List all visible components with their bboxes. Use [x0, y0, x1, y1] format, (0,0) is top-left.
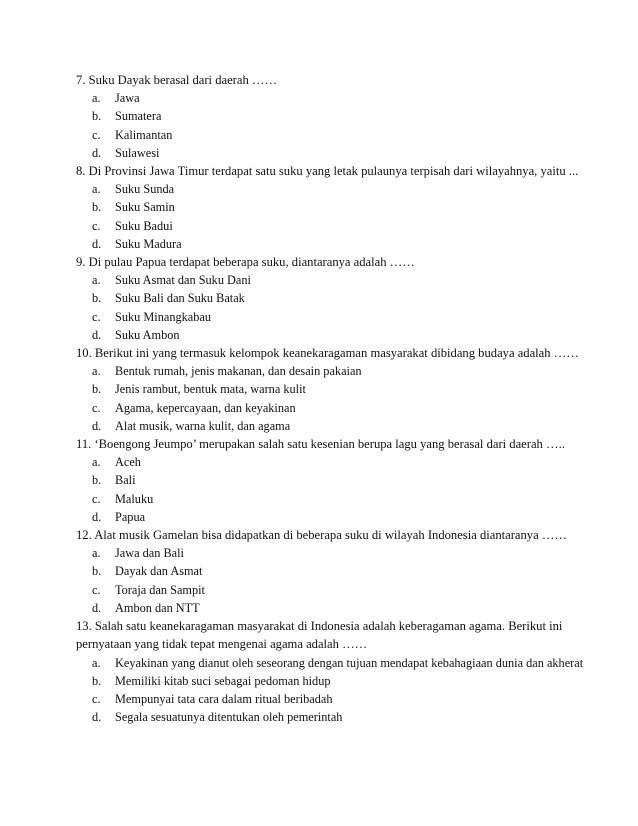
- option-letter: b.: [92, 382, 102, 397]
- option-letter: c.: [92, 582, 101, 597]
- option-c: [92, 581, 596, 599]
- option-d: [92, 708, 596, 726]
- option-text: Jenis rambut, bentuk mata, warna kulit: [115, 382, 306, 397]
- option-c: [92, 126, 596, 144]
- question-10: [76, 344, 596, 435]
- option-b: [92, 198, 596, 216]
- option-c: [92, 308, 596, 326]
- option-text: Suku Samin: [115, 200, 175, 215]
- option-letter: a.: [92, 546, 101, 561]
- option-c: [92, 490, 596, 508]
- option-a: [92, 362, 596, 380]
- question-12: [76, 526, 596, 617]
- option-letter: b.: [92, 291, 102, 306]
- question-text: 10. Berikut ini yang termasuk kelompok keanekaragaman masyarakat dibidang budaya adalah ……: [76, 346, 579, 361]
- question-list: [76, 71, 596, 726]
- option-letter: d.: [92, 600, 102, 615]
- option-text: Kalimantan: [115, 127, 173, 142]
- option-text: Sulawesi: [115, 145, 160, 160]
- option-d: [92, 326, 596, 344]
- option-d: [92, 235, 596, 253]
- option-d: [92, 599, 596, 617]
- option-text: Agama, kepercayaan, dan keyakinan: [115, 400, 296, 415]
- option-letter: b.: [92, 564, 102, 579]
- option-letter: a.: [92, 182, 101, 197]
- question-text: 12. Alat musik Gamelan bisa didapatkan di beberapa suku di wilayah Indonesia diantaranya ……: [76, 528, 568, 543]
- option-d: [92, 508, 596, 526]
- option-c: [92, 690, 596, 708]
- option-letter: a.: [92, 655, 101, 670]
- option-text: Alat musik, warna kulit, dan agama: [115, 418, 291, 433]
- option-text: Suku Bali dan Suku Batak: [115, 291, 245, 306]
- option-letter: d.: [92, 145, 102, 160]
- option-text: Suku Asmat dan Suku Dani: [115, 273, 251, 288]
- option-letter: c.: [92, 691, 101, 706]
- option-letter: a.: [92, 364, 101, 379]
- option-text: Jawa dan Bali: [115, 546, 184, 561]
- question-text: 11. ‘Boengong Jeumpo’ merupakan salah satu kesenian berupa lagu yang berasal dari daerah …..: [76, 437, 565, 452]
- option-letter: c.: [92, 309, 101, 324]
- option-letter: b.: [92, 673, 102, 688]
- option-text: Suku Sunda: [115, 182, 175, 197]
- option-letter: c.: [92, 491, 101, 506]
- option-text: Ambon dan NTT: [115, 600, 200, 615]
- option-letter: c.: [92, 127, 101, 142]
- option-letter: d.: [92, 509, 102, 524]
- option-text: Suku Minangkabau: [115, 309, 211, 324]
- option-b: [92, 380, 596, 398]
- option-letter: d.: [92, 236, 102, 251]
- question-text: 9. Di pulau Papua terdapat beberapa suku, diantaranya adalah ……: [76, 255, 415, 270]
- option-b: [92, 471, 596, 489]
- option-text: Dayak dan Asmat: [115, 564, 203, 579]
- option-letter: a.: [92, 273, 101, 288]
- option-letter: c.: [92, 400, 101, 415]
- question-text: 13. Salah satu keanekaragaman masyarakat di Indonesia adalah keberagaman agama. Berikut ini pernyataan yang tidak tepat mengenai agama adalah ……: [76, 619, 563, 652]
- option-text: Mempunyai tata cara dalam ritual beribadah: [115, 691, 333, 706]
- option-letter: a.: [92, 91, 101, 106]
- option-letter: a.: [92, 455, 101, 470]
- option-letter: c.: [92, 218, 101, 233]
- option-a: [92, 89, 596, 107]
- question-8: [76, 162, 596, 253]
- option-letter: d.: [92, 710, 102, 725]
- option-letter: b.: [92, 473, 102, 488]
- option-text: Aceh: [115, 455, 141, 470]
- question-7: [76, 71, 596, 162]
- option-letter: d.: [92, 418, 102, 433]
- option-b: [92, 289, 596, 307]
- option-text: Memiliki kitab suci sebagai pedoman hidup: [115, 673, 331, 688]
- option-a: [92, 654, 596, 672]
- option-a: [92, 544, 596, 562]
- option-letter: d.: [92, 327, 102, 342]
- question-text: 8. Di Provinsi Jawa Timur terdapat satu suku yang letak pulaunya terpisah dari wilayahnya, yaitu ...: [76, 164, 579, 179]
- option-a: [92, 453, 596, 471]
- option-text: Papua: [115, 509, 146, 524]
- question-11: [76, 435, 596, 526]
- option-text: Jawa: [115, 91, 140, 106]
- option-text: Bali: [115, 473, 136, 488]
- question-9: [76, 253, 596, 344]
- question-13: [76, 617, 596, 726]
- option-text: Suku Madura: [115, 236, 182, 251]
- option-text: Suku Badui: [115, 218, 173, 233]
- option-d: [92, 417, 596, 435]
- option-text: Sumatera: [115, 109, 162, 124]
- option-text: Keyakinan yang dianut oleh seseorang dengan tujuan mendapat kebahagiaan dunia dan akherat: [115, 655, 584, 670]
- option-b: [92, 562, 596, 580]
- option-d: [92, 144, 596, 162]
- option-text: Maluku: [115, 491, 154, 506]
- option-b: [92, 672, 596, 690]
- option-text: Suku Ambon: [115, 327, 180, 342]
- option-c: [92, 217, 596, 235]
- option-letter: b.: [92, 109, 102, 124]
- option-c: [92, 399, 596, 417]
- option-b: [92, 107, 596, 125]
- option-a: [92, 271, 596, 289]
- question-text: 7. Suku Dayak berasal dari daerah ……: [76, 73, 278, 87]
- option-text: Segala sesuatunya ditentukan oleh pemerintah: [115, 710, 343, 725]
- option-text: Bentuk rumah, jenis makanan, dan desain pakaian: [115, 364, 362, 379]
- option-a: [92, 180, 596, 198]
- option-text: Toraja dan Sampit: [115, 582, 205, 597]
- option-letter: b.: [92, 200, 102, 215]
